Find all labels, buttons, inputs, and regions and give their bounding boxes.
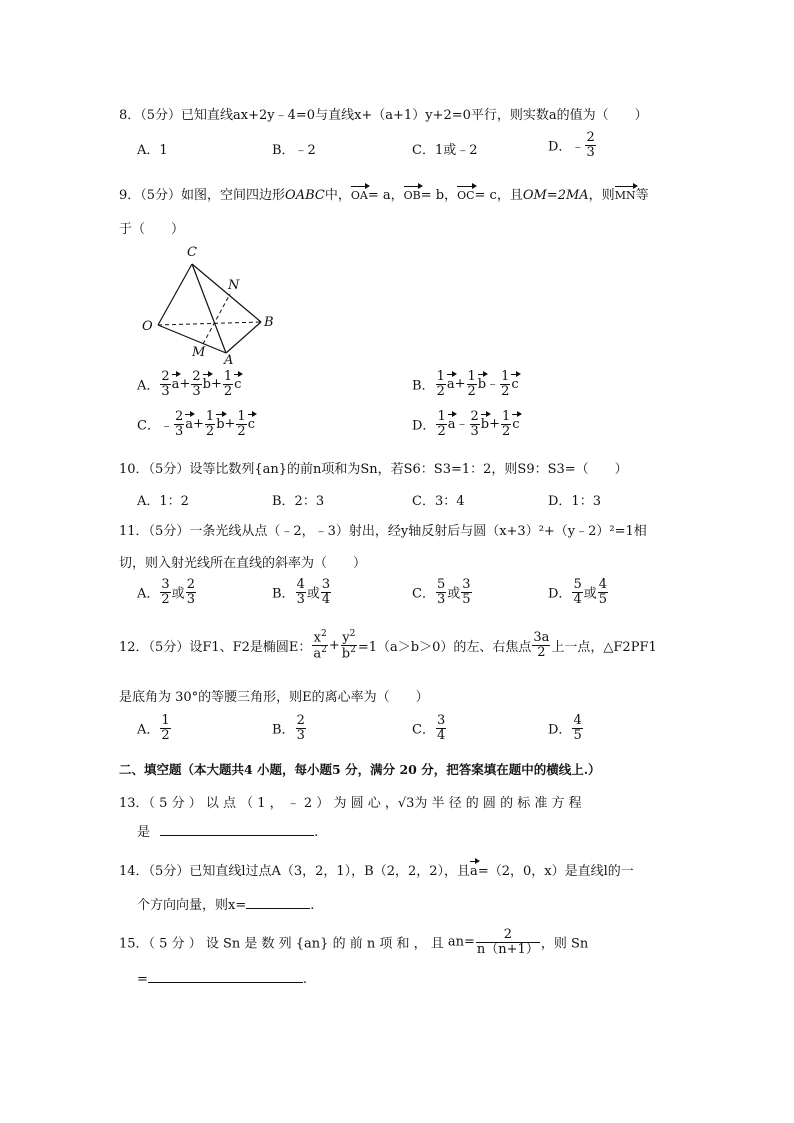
q15-stem-line2: = . [137,972,308,987]
q9-stem-line2: 于（ ） [119,222,185,237]
q12-stem-line2: 是底角为 30°的等腰三角形，则E的离心率为（ ） [119,690,429,705]
q10-stem: 10．（5分）设等比数列{an}的前n项和为Sn，若S6：S3=1：2，则S9：S3=（ ） [119,462,628,477]
q9-option-b: B． $\frac{1}{2}$ a+ $\frac{1}{2}$ b﹣ $\frac{1}{2}$ c [412,369,519,399]
q11-option-a: A． $\frac{3}{2}$ 或 $\frac{2}{3}$ [137,577,195,607]
section-2-heading: 二、填空题（本大题共4 小题，每小题5 分，满分 20 分，把答案填在题中的横线上.） [119,762,601,777]
q10-option-d: D．1：3 [548,494,601,509]
point-m-label: M [192,345,206,360]
q13-answer-blank[interactable] [160,823,314,836]
q11-option-d: D． $\frac{5}{4}$ 或 $\frac{4}{5}$ [548,577,608,607]
q10-option-b: B．2：3 [272,494,325,509]
q13-stem-line2: 是 . [137,825,319,840]
q12-option-c: C． $\frac{3}{4}$ [412,713,446,743]
q9-stem-line1: 9．（5分）如图，空间四边形OABC中，OA= a，OB= b，OC= c，且OM=2MA，则MN等 [119,188,649,203]
q14-answer-blank[interactable] [246,896,310,909]
vertex-a-label: A [224,353,234,365]
q8-option-a: A．1 [137,143,168,158]
q11-stem-line1: 11．（5分）一条光线从点（﹣2，﹣3）射出，经y轴反射后与圆（x+3）²+（y﹣2）²=1相 [119,524,647,539]
q10-option-a: A．1：2 [137,494,189,509]
q11-option-c: C． $\frac{5}{3}$ 或 $\frac{3}{5}$ [412,577,471,607]
q10-option-c: C．3：4 [412,494,465,509]
vertex-c-label: C [187,245,197,260]
q12-option-b: B． $\frac{2}{3}$ [272,713,305,743]
q8-option-b: B．﹣2 [272,143,316,158]
q11-option-b: B． $\frac{4}{3}$ 或 $\frac{3}{4}$ [272,577,331,607]
q9-option-a: A． $\frac{2}{3}$ a+ $\frac{2}{3}$ b+ $\frac{1}{2}$ c [137,369,242,399]
point-n-label: N [228,278,240,293]
q8-option-d: D．﹣ $\frac{2}{3}$ [548,130,595,160]
q12-stem-line1: 12．（5分）设F1、F2是椭圆E： $\frac{x^2}{a^2}$ + $\frac{y^2}{b^2}$ =1（a＞b＞0）的左、右焦点 $\frac{3a}{2}$ 上一点，△F2PF1 [119,629,657,662]
q14-stem-line2: 个方向向量，则x= . [137,898,315,913]
q14-stem-line1: 14．（5分）已知直线l过点A（3，2，1），B（2，2，2），且a=（2，0，x）是直线l的一 [119,864,634,879]
vertex-o-label: O [142,319,153,334]
q15-answer-blank[interactable] [148,970,303,983]
q12-option-a: A． $\frac{1}{2}$ [137,713,170,743]
q9-option-c: C．﹣ $\frac{2}{3}$ a+ $\frac{1}{2}$ b+ $\frac{1}{2}$ c [137,409,255,439]
q12-option-d: D． $\frac{4}{5}$ [548,713,582,743]
q13-stem-line1: 13．（ 5 分 ） 以 点 （ 1 ， ﹣ 2 ） 为 圆 心 ，√3为 半 径 的 圆 的 标 准 方 程 [119,796,582,811]
q8-stem: 8．（5分）已知直线ax+2y﹣4=0与直线x+（a+1）y+2=0平行，则实数a的值为（ ） [119,108,648,123]
tetrahedron-figure [138,240,283,365]
q11-stem-line2: 切，则入射光线所在直线的斜率为（ ） [119,556,367,571]
q15-stem-line1: 15．（ 5 分 ） 设 Sn 是 数 列 {an} 的 前 n 项 和 ， 且 an= $\frac{2}{n(n+1)}$ ，则 Sn [119,927,589,957]
vertex-b-label: B [264,315,274,330]
q8-option-c: C．1或﹣2 [412,143,478,158]
q9-option-d: D． $\frac{1}{2}$ a﹣ $\frac{2}{3}$ b+ $\frac{1}{2}$ c [412,409,520,439]
